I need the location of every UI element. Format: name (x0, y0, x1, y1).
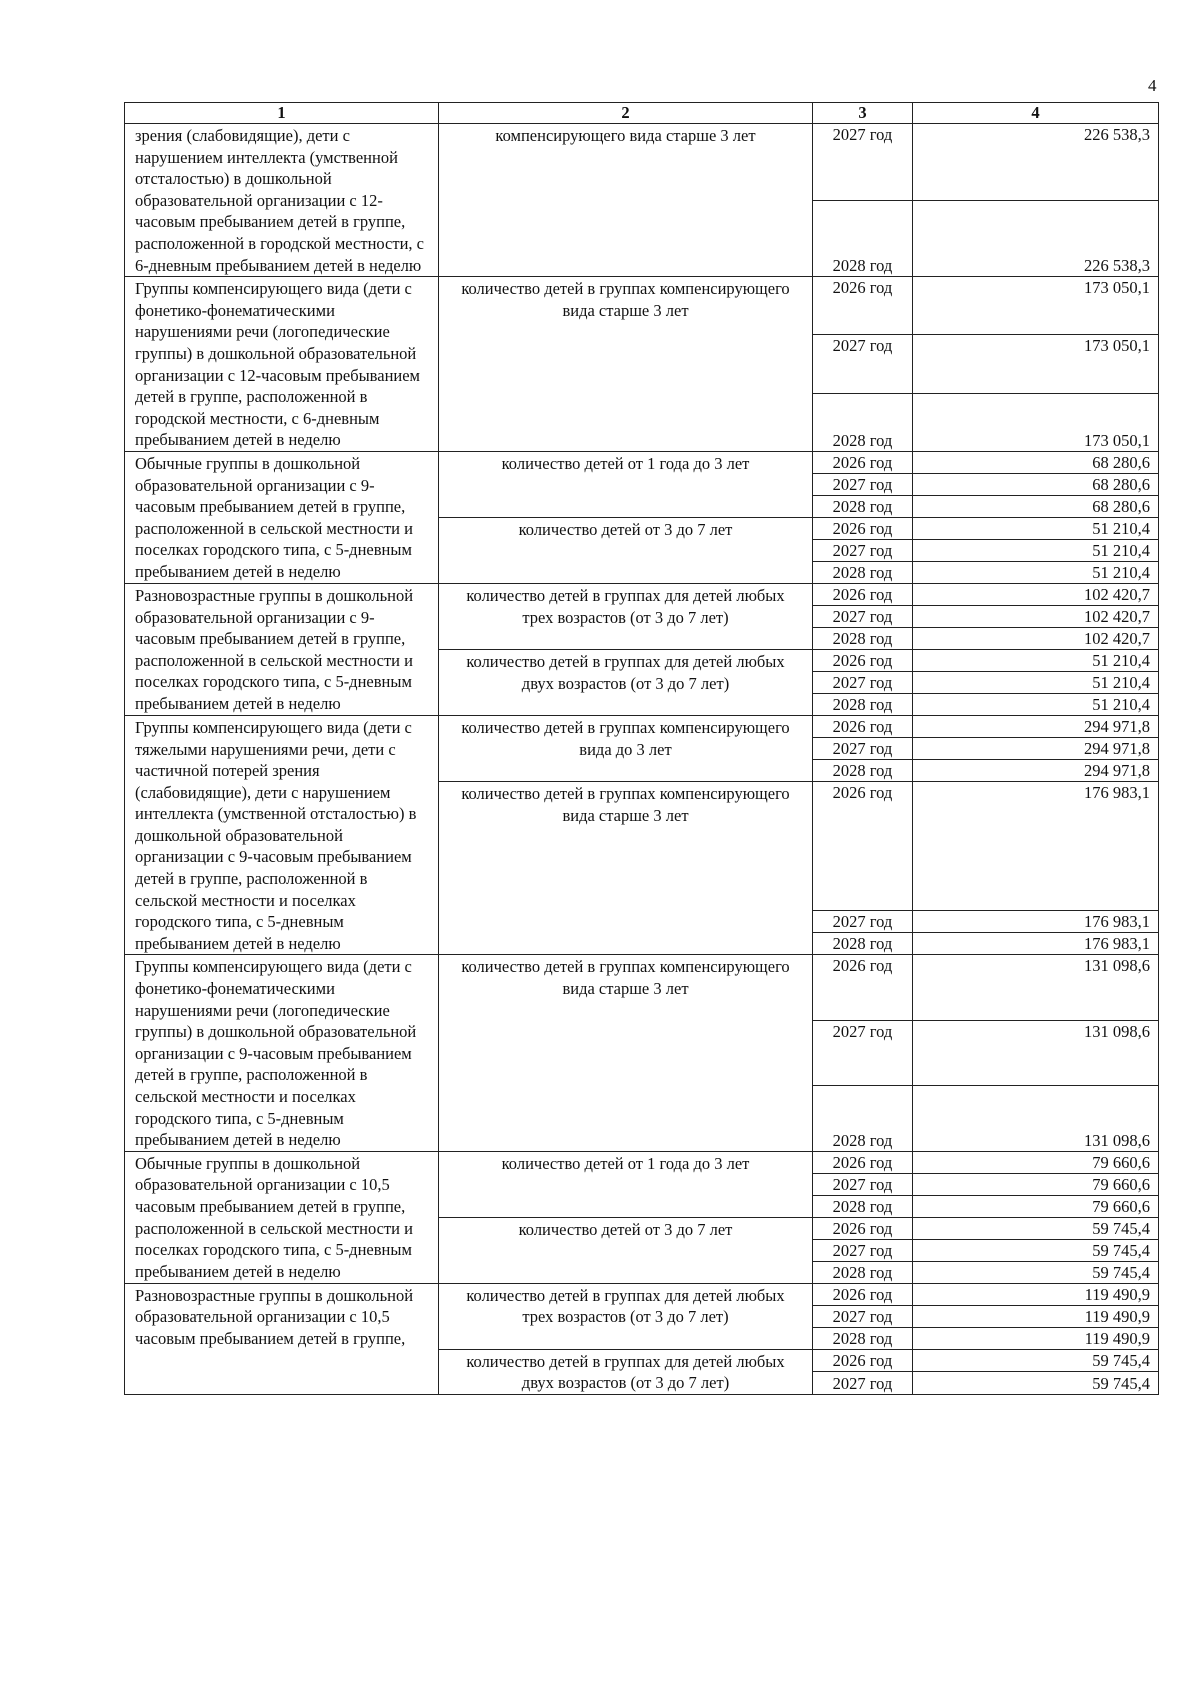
value-cell: 294 971,8 (913, 759, 1159, 781)
value-cell: 51 210,4 (913, 561, 1159, 583)
year-cell: 2027 год (813, 911, 913, 933)
indicator-label: количество детей от 3 до 7 лет (439, 1217, 813, 1283)
value-cell: 51 210,4 (913, 539, 1159, 561)
year-cell: 2027 год (813, 1020, 913, 1085)
year-cell: 2026 год (813, 583, 913, 605)
table-row (125, 955, 1159, 1020)
year-cell: 2028 год (813, 759, 913, 781)
year-cell: 2026 год (813, 277, 913, 335)
indicator-label: количество детей в группах компенсирующего вида старше 3 лет (439, 955, 813, 1151)
year-cell: 2028 год (813, 200, 913, 277)
value-cell: 176 983,1 (913, 911, 1159, 933)
indicator-label: количество детей в группах для детей любых трех возрастов (от 3 до 7 лет) (439, 1283, 813, 1349)
value-cell: 226 538,3 (913, 200, 1159, 277)
group-description: Обычные группы в дошкольной образовательной организации с 10,5 часовым пребыванием детей в группе, расположенной в сельской местности и поселках городского типа, с 5-дневным пребыванием детей в неделю (125, 1151, 439, 1283)
group-description: Группы компенсирующего вида (дети с фонетико-фонематическими нарушениями речи (логопедические группы) в дошкольной образовательной организации с 9-часовым пребыванием детей в группе, расположенной в сельской местности и поселках городского типа, с 5-дневным пребыванием детей в неделю (125, 955, 439, 1151)
value-cell: 59 745,4 (913, 1261, 1159, 1283)
value-cell: 79 660,6 (913, 1151, 1159, 1173)
table-row (125, 124, 1159, 201)
table-body (125, 124, 1159, 1395)
value-cell: 68 280,6 (913, 451, 1159, 473)
column-header: 1 (125, 103, 439, 124)
table-row (125, 451, 1159, 473)
value-cell: 59 745,4 (913, 1349, 1159, 1372)
year-cell: 2027 год (813, 124, 913, 201)
budget-norms-table (124, 102, 1159, 1395)
group-description: Разновозрастные группы в дошкольной образовательной организации с 9-часовым пребыванием детей в группе, расположенной в сельской местности и поселках городского типа, с 5-дневным пребыванием детей в неделю (125, 583, 439, 715)
column-header: 4 (913, 103, 1159, 124)
column-header: 2 (439, 103, 813, 124)
value-cell: 51 210,4 (913, 671, 1159, 693)
year-cell: 2027 год (813, 473, 913, 495)
indicator-label: количество детей в группах для детей любых двух возрастов (от 3 до 7 лет) (439, 1349, 813, 1394)
table-row (125, 1151, 1159, 1173)
value-cell: 68 280,6 (913, 473, 1159, 495)
value-cell: 51 210,4 (913, 649, 1159, 671)
year-cell: 2026 год (813, 1349, 913, 1372)
indicator-label: количество детей в группах компенсирующего вида старше 3 лет (439, 277, 813, 452)
indicator-label: количество детей в группах для детей любых трех возрастов (от 3 до 7 лет) (439, 583, 813, 649)
year-cell: 2027 год (813, 1305, 913, 1327)
year-cell: 2028 год (813, 1327, 913, 1349)
table-row (125, 715, 1159, 737)
year-cell: 2027 год (813, 1239, 913, 1261)
year-cell: 2028 год (813, 693, 913, 715)
year-cell: 2028 год (813, 393, 913, 451)
column-header: 3 (813, 103, 913, 124)
year-cell: 2028 год (813, 933, 913, 955)
value-cell: 68 280,6 (913, 495, 1159, 517)
table-row (125, 583, 1159, 605)
year-cell: 2028 год (813, 1086, 913, 1151)
value-cell: 173 050,1 (913, 393, 1159, 451)
value-cell: 79 660,6 (913, 1195, 1159, 1217)
value-cell: 226 538,3 (913, 124, 1159, 201)
value-cell: 102 420,7 (913, 627, 1159, 649)
year-cell: 2027 год (813, 335, 913, 393)
value-cell: 59 745,4 (913, 1372, 1159, 1395)
value-cell: 131 098,6 (913, 1020, 1159, 1085)
year-cell: 2026 год (813, 1217, 913, 1239)
year-cell: 2026 год (813, 1283, 913, 1305)
value-cell: 173 050,1 (913, 277, 1159, 335)
value-cell: 176 983,1 (913, 933, 1159, 955)
value-cell: 119 490,9 (913, 1305, 1159, 1327)
year-cell: 2027 год (813, 1372, 913, 1395)
value-cell: 119 490,9 (913, 1327, 1159, 1349)
year-cell: 2026 год (813, 649, 913, 671)
value-cell: 119 490,9 (913, 1283, 1159, 1305)
indicator-label: количество детей от 3 до 7 лет (439, 517, 813, 583)
indicator-label: количество детей в группах компенсирующего вида до 3 лет (439, 715, 813, 781)
value-cell: 102 420,7 (913, 583, 1159, 605)
year-cell: 2028 год (813, 627, 913, 649)
year-cell: 2026 год (813, 517, 913, 539)
year-cell: 2028 год (813, 1195, 913, 1217)
value-cell: 294 971,8 (913, 715, 1159, 737)
value-cell: 51 210,4 (913, 693, 1159, 715)
year-cell: 2027 год (813, 671, 913, 693)
indicator-label: количество детей от 1 года до 3 лет (439, 1151, 813, 1217)
year-cell: 2027 год (813, 605, 913, 627)
year-cell: 2027 год (813, 737, 913, 759)
table-row (125, 277, 1159, 335)
page-number: 4 (1148, 76, 1157, 95)
year-cell: 2026 год (813, 451, 913, 473)
value-cell: 59 745,4 (913, 1217, 1159, 1239)
column-number-row (125, 103, 1159, 124)
indicator-label: количество детей в группах для детей любых двух возрастов (от 3 до 7 лет) (439, 649, 813, 715)
year-cell: 2026 год (813, 781, 913, 911)
value-cell: 102 420,7 (913, 605, 1159, 627)
year-cell: 2026 год (813, 955, 913, 1020)
table-row (125, 1283, 1159, 1305)
year-cell: 2028 год (813, 561, 913, 583)
value-cell: 131 098,6 (913, 1086, 1159, 1151)
value-cell: 131 098,6 (913, 955, 1159, 1020)
value-cell: 173 050,1 (913, 335, 1159, 393)
year-cell: 2026 год (813, 715, 913, 737)
indicator-label: количество детей в группах компенсирующего вида старше 3 лет (439, 781, 813, 955)
year-cell: 2028 год (813, 495, 913, 517)
year-cell: 2027 год (813, 1173, 913, 1195)
value-cell: 176 983,1 (913, 781, 1159, 911)
value-cell: 79 660,6 (913, 1173, 1159, 1195)
value-cell: 51 210,4 (913, 517, 1159, 539)
year-cell: 2027 год (813, 539, 913, 561)
group-description: Обычные группы в дошкольной образовательной организации с 9-часовым пребыванием детей в группе, расположенной в сельской местности и поселках городского типа, с 5-дневным пребыванием детей в неделю (125, 451, 439, 583)
group-description: Группы компенсирующего вида (дети с тяжелыми нарушениями речи, дети с частичной потерей зрения (слабовидящие), дети с нарушением интеллекта (умственной отсталостью) в дошкольной образовательной организации с 9-часовым пребыванием детей в группе, расположенной в сельской местности и поселках городского типа, с 5-дневным пребыванием детей в неделю (125, 715, 439, 955)
group-description: Группы компенсирующего вида (дети с фонетико-фонематическими нарушениями речи (логопедические группы) в дошкольной образовательной организации с 12-часовым пребыванием детей в группе, расположенной в городской местности, с 6-дневным пребыванием детей в неделю (125, 277, 439, 452)
value-cell: 59 745,4 (913, 1239, 1159, 1261)
year-cell: 2026 год (813, 1151, 913, 1173)
group-description: Разновозрастные группы в дошкольной образовательной организации с 10,5 часовым пребыванием детей в группе, (125, 1283, 439, 1394)
group-description: зрения (слабовидящие), дети с нарушением интеллекта (умственной отсталостью) в дошкольной образовательной организации с 12-часовым пребыванием детей в группе, расположенной в городской местности, с 6-дневным пребыванием детей в неделю (125, 124, 439, 277)
indicator-label: количество детей от 1 года до 3 лет (439, 451, 813, 517)
indicator-label: компенсирующего вида старше 3 лет (439, 124, 813, 277)
value-cell: 294 971,8 (913, 737, 1159, 759)
year-cell: 2028 год (813, 1261, 913, 1283)
